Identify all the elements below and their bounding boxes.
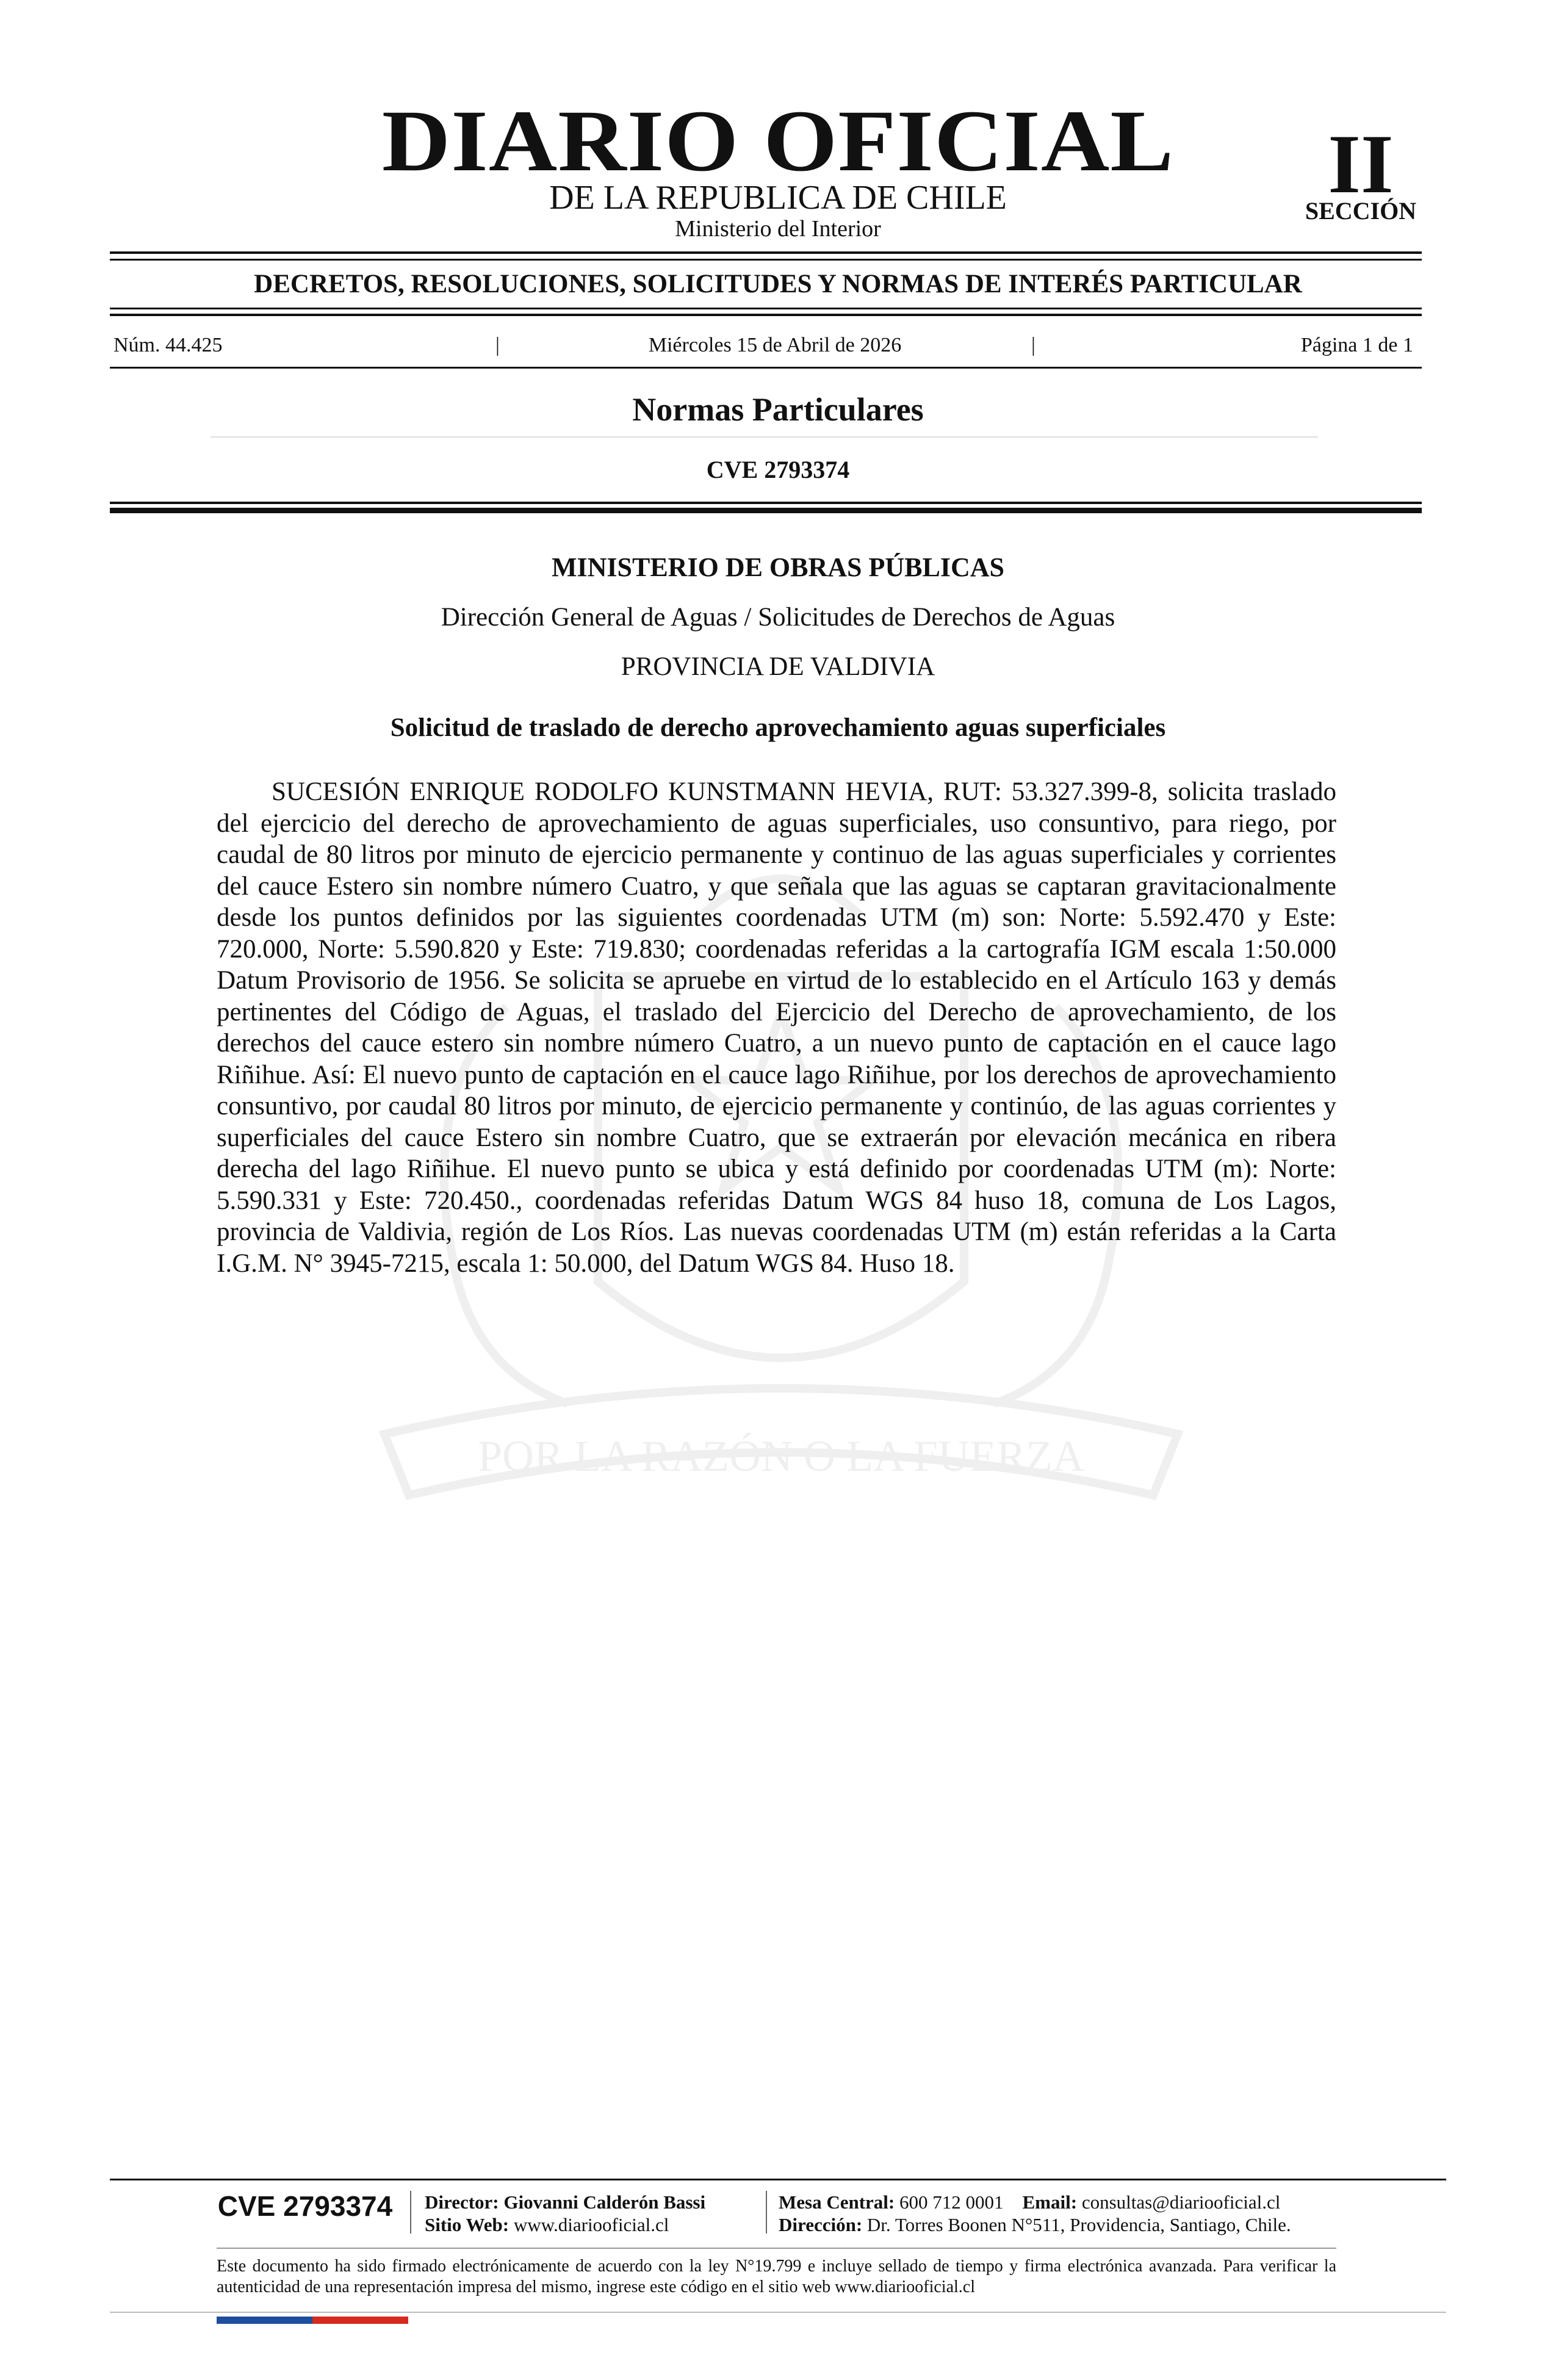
rule-banner-bottom-2	[110, 314, 1422, 316]
watermark-motto: POR LA RAZÓN O LA FUERZA	[477, 1432, 1085, 1480]
footer-divider-2	[766, 2191, 767, 2234]
rule-footer-top	[110, 2179, 1446, 2180]
flag-stripe-blue	[217, 2317, 312, 2324]
norm-title: Normas Particulares	[632, 391, 924, 428]
page-indicator: Página 1 de 1	[1300, 334, 1413, 356]
footer-cve-code: CVE 2793374	[217, 2190, 393, 2222]
rule-top-1	[110, 251, 1422, 254]
province-heading: PROVINCIA DE VALDIVIA	[621, 652, 935, 681]
section-banner: DECRETOS, RESOLUCIONES, SOLICITUDES Y NORMAS DE INTERÉS PARTICULAR	[254, 270, 1302, 298]
rule-header-bottom-1	[110, 502, 1422, 504]
website-label: Sitio Web:	[425, 2214, 510, 2235]
issue-number: Núm. 44.425	[113, 334, 223, 356]
signature-note: Este documento ha sido firmado electrónicamente de acuerdo con la ley N°19.799 e incluye sellado de tiempo y firma electrónica avanzada. Para verificar la autenticidad de una representación impresa del mismo, ingrese este código en el sitio web www.diariooficial.cl	[217, 2257, 1336, 2296]
address-label: Dirección:	[779, 2214, 863, 2235]
request-body: SUCESIÓN ENRIQUE RODOLFO KUNSTMANN HEVIA, RUT: 53.327.399-8, solicita traslado del ejercicio del derecho de aprovechamiento de aguas superficiales, uso consuntivo, para riego, por caudal de 80 litros por minuto de ejercicio permanente y continuo de las aguas superficiales y corrientes del cauce Estero sin nombre número Cuatro, y que señala que las aguas se captaran gravitacionalmente desde los puntos definidos por las siguientes coordenadas UTM (m) son: Norte: 5.592.470 y Este: 720.000, Norte: 5.590.820 y Este: 719.830; coordenadas referidas a la cartografía IGM escala 1:50.000 Datum Provisorio de 1956. Se solicita se apruebe en virtud de lo establecido en el Artículo 163 y demás pertinentes del Código de Aguas, el traslado del Ejercicio del Derecho de aprovechamiento, de los derechos del cauce estero sin nombre número Cuatro, a un nuevo punto de captación en el cauce lago Riñihue. Así: El nuevo punto de captación en el cauce lago Riñihue, por los derechos de aprovechamiento consuntivo, por caudal 80 litros por minuto, de ejercicio permanente y continúo, de las aguas corrientes y superficiales del cauce Estero sin nombre Cuatro, que se extraerán por elevación mecánica en ribera derecha del lago Riñihue. El nuevo punto se ubica y está definido por coordenadas UTM (m): Norte: 5.590.331 y Este: 720.450., coordenadas referidas Datum WGS 84 huso 18, comuna de Los Lagos, provincia de Valdivia, región de Los Ríos. Las nuevas coordenadas UTM (m) están referidas a la Carta I.G.M. N° 3945-7215, escala 1: 50.000, del Datum WGS 84. Huso 18.	[217, 777, 1336, 1278]
director-label: Director:	[425, 2191, 499, 2213]
email-link[interactable]: consultas@diariooficial.cl	[1081, 2191, 1281, 2213]
masthead-ministry: Ministerio del Interior	[675, 216, 881, 242]
phone-number: 600 712 0001	[899, 2191, 1004, 2213]
section-number: II	[1328, 117, 1394, 211]
masthead-title: DIARIO OFICIAL	[381, 93, 1175, 190]
director-name: Giovanni Calderón Bassi	[503, 2191, 706, 2213]
rule-footer-bottom	[110, 2312, 1446, 2313]
issue-date: Miércoles 15 de Abril de 2026	[648, 334, 902, 356]
website-link[interactable]: www.diariooficial.cl	[513, 2214, 669, 2235]
footer-divider-1	[410, 2191, 411, 2234]
rule-header-bottom-2	[110, 508, 1422, 513]
footer-contact-block	[779, 2191, 1389, 2236]
footer-director-block	[425, 2191, 766, 2236]
phone-label: Mesa Central:	[779, 2191, 895, 2213]
masthead-subtitle: DE LA REPUBLICA DE CHILE	[549, 179, 1007, 217]
rule-meta-bottom	[110, 367, 1422, 369]
request-title: Solicitud de traslado de derecho aprovechamiento aguas superficiales	[390, 713, 1166, 742]
meta-separator-1: |	[495, 334, 500, 356]
email-label: Email:	[1022, 2191, 1078, 2213]
address-text: Dr. Torres Boonen N°511, Providencia, Santiago, Chile.	[866, 2214, 1291, 2235]
rule-norm-title	[211, 436, 1318, 438]
meta-separator-2: |	[1031, 334, 1036, 356]
rule-footer-mid	[217, 2248, 1336, 2249]
section-label: SECCIÓN	[1305, 197, 1417, 225]
ministry-heading: MINISTERIO DE OBRAS PÚBLICAS	[551, 552, 1005, 582]
department-heading: Dirección General de Aguas / Solicitudes de Derechos de Aguas	[441, 603, 1115, 632]
rule-top-2	[110, 259, 1422, 261]
rule-banner-bottom-1	[110, 308, 1422, 309]
flag-stripe-red	[312, 2317, 408, 2324]
cve-code: CVE 2793374	[706, 456, 850, 483]
